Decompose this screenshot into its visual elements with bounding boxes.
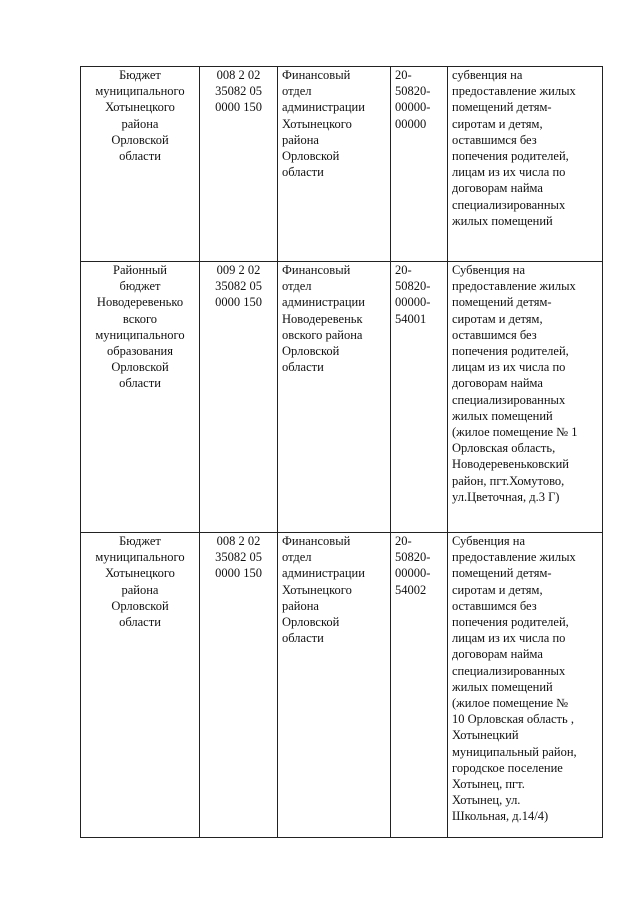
administrator-cell: Финансовый отдел администрации Хотынецкого района Орловской области — [278, 533, 391, 838]
description-cell: Субвенция на предоставление жилых помещений детям- сиротам и детям, оставшимся без попечения родителей, лицам из их числа по договорам найма специализированных жилых помещений (жилое помещение № 10 Орловская область , Хотынецкий муниципальный район, городское поселение Хотынец, пгт. Хотынец, ул. Школьная, д.14/4) — [448, 533, 603, 838]
budget-name-cell: Бюджет муниципального Хотынецкого района Орловской области — [81, 67, 200, 262]
description-cell: Субвенция на предоставление жилых помещений детям- сиротам и детям, оставшимся без попечения родителей, лицам из их числа по договорам найма специализированных жилых помещений (жилое помещение № 1 Орловская область, Новодеревеньковский район, пгт.Хомутово, ул.Цветочная, д.3 Г) — [448, 262, 603, 533]
revenue-code-cell: 008 2 02 35082 05 0000 150 — [200, 533, 278, 838]
subvention-table — [80, 66, 603, 838]
target-code-cell: 20- 50820- 00000- 00000 — [391, 67, 448, 262]
table-row — [81, 533, 603, 838]
table-row — [81, 262, 603, 533]
target-code-cell: 20- 50820- 00000- 54001 — [391, 262, 448, 533]
revenue-code-cell: 009 2 02 35082 05 0000 150 — [200, 262, 278, 533]
budget-name-cell: Бюджет муниципального Хотынецкого района Орловской области — [81, 533, 200, 838]
administrator-cell: Финансовый отдел администрации Хотынецкого района Орловской области — [278, 67, 391, 262]
budget-name-cell: Районный бюджет Новодеревенько вского муниципального образования Орловской области — [81, 262, 200, 533]
table-row — [81, 67, 603, 262]
target-code-cell: 20- 50820- 00000- 54002 — [391, 533, 448, 838]
revenue-code-cell: 008 2 02 35082 05 0000 150 — [200, 67, 278, 262]
description-cell: субвенция на предоставление жилых помещений детям- сиротам и детям, оставшимся без попечения родителей, лицам из их числа по договорам найма специализированных жилых помещений — [448, 67, 603, 262]
administrator-cell: Финансовый отдел администрации Новодеревеньк овского района Орловской области — [278, 262, 391, 533]
